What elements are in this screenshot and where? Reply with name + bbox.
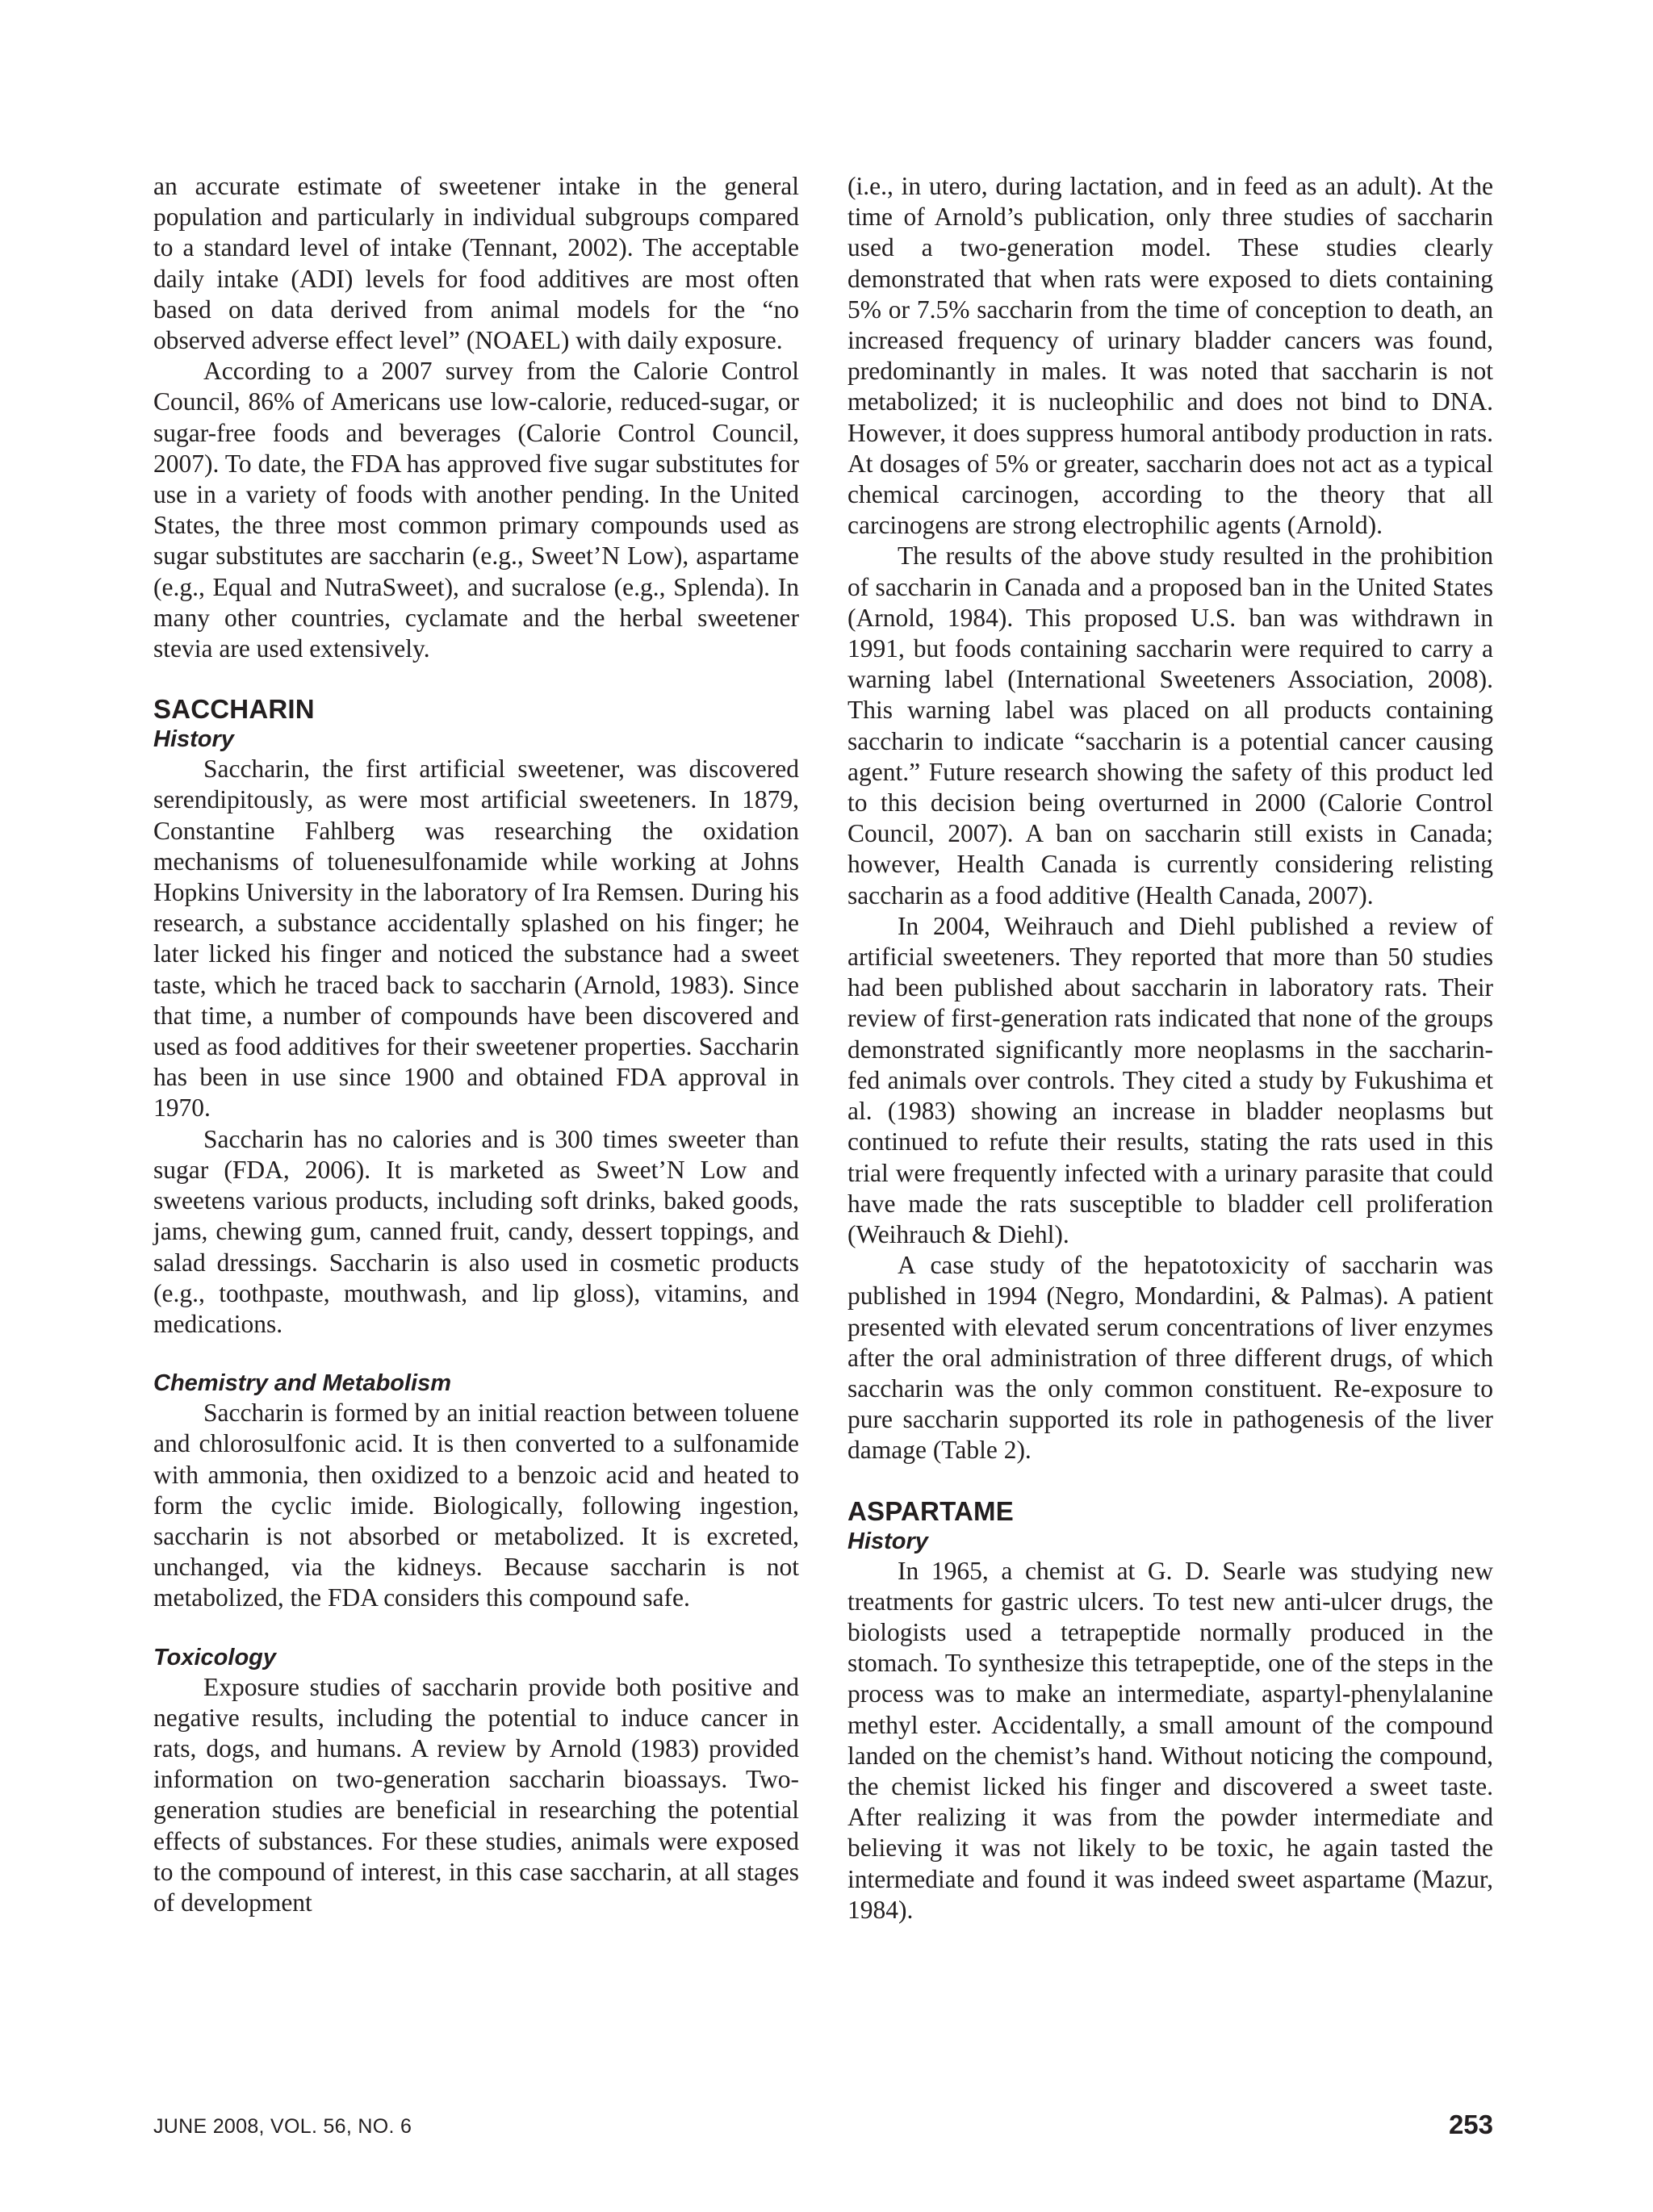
paragraph: Saccharin is formed by an initial reaction between toluene and chlorosulfonic acid. It is then converted to a sulfonamide with ammonia, then oxidized to a benzoic acid and heated to form the cyclic imide. Biologically, following ingestion, saccharin is not absorbed or metabolized. It is excreted, unchanged, via the kidneys. Because saccharin is not metabolized, the FDA considers this compound safe. [153, 1399, 799, 1612]
paragraph: In 2004, Weihrauch and Diehl published a review of artificial sweeteners. They reported that more than 50 studies had been published about saccharin in laboratory rats. Their review of first-generation rats indicated that none of the groups demonstrated significantly more neoplasms in the saccharin-fed animals over controls. They cited a study by Fukushima et al. (1983) showing an increase in bladder neoplasms but continued to refute their results, stating the rats used in this trial were frequently infected with a urinary parasite that could have made the rats susceptible to bladder cell proliferation (Weihrauch & Diehl). [847, 911, 1493, 1248]
page-number: 253 [1448, 2110, 1493, 2139]
subheading-toxicology: Toxicology [153, 1644, 276, 1670]
subheading-history: History [847, 1528, 928, 1554]
subheading-chemistry: Chemistry and Metabolism [153, 1370, 452, 1397]
paragraph: Saccharin, the first artificial sweetener, was discovered serendipitously, as were most artificial sweeteners. In 1879, Constantine Fahlberg was researching the oxidation mechanisms of toluenesulfonamide while working at Johns Hopkins University in the laboratory of Ira Remsen. During his research, a substance accidentally splashed on his finger; he later licked his finger and noticed the substance had a sweet taste, which he traced back to saccharin (Arnold, 1983). Since that time, a number of compounds have been discovered and used as food additives for their sweetener properties. Saccharin has been in use since 1900 and obtained FDA approval in 1970. [153, 755, 799, 1123]
subheading-history: History [153, 726, 234, 753]
paragraph: According to a 2007 survey from the Calorie Control Council, 86% of Americans use low-calorie, reduced-sugar, or sugar-free foods and beverages (Calorie Control Council, 2007). To date, the FDA has approved five sugar substitutes for use in a variety of foods with another pending. In the United States, the three most common primary compounds used as sugar substitutes are saccharin (e.g., Sweet’N Low), aspartame (e.g., Equal and NutraSweet), and sucralose (e.g., Splenda). In many other countries, cyclamate and the herbal sweetener stevia are used extensively. [153, 357, 799, 663]
journal-issue: JUNE 2008, VOL. 56, NO. 6 [153, 2115, 412, 2138]
paragraph: Exposure studies of saccharin provide both positive and negative results, including the potential to induce cancer in rats, dogs, and humans. A review by Arnold (1983) provided information on two-generation saccharin bioassays. Two-generation studies are beneficial in researching the potential effects of substances. For these studies, animals were exposed to the compound of interest, in this case saccharin, at all stages of development [153, 1672, 799, 1917]
paragraph: an accurate estimate of sweetener intake in the general population and particularly in individual subgroups compared to a standard level of intake (Tennant, 2002). The acceptable daily intake (ADI) levels for food additives are most often based on data derived from animal models for the “no observed adverse effect level” (NOAEL) with daily exposure. [153, 172, 799, 355]
left-column [153, 171, 799, 1918]
paragraph: In 1965, a chemist at G. D. Searle was studying new treatments for gastric ulcers. To test new anti-ulcer drugs, the biologists used a tetrapeptide normally produced in the stomach. To synthesize this tetrapeptide, one of the steps in the process was to make an intermediate, aspartyl-phenylalanine methyl ester. Accidentally, a small amount of the compound landed on the chemist’s hand. Without noticing the compound, the chemist licked his finger and discovered a sweet taste. After realizing it was from the powder intermediate and believing it was not likely to be toxic, he again tasted the intermediate and found it was indeed sweet aspartame (Mazur, 1984). [847, 1556, 1493, 1924]
paragraph: A case study of the hepatotoxicity of saccharin was published in 1994 (Negro, Mondardini, & Palmas). A patient presented with elevated serum concentrations of liver enzymes after the oral administration of three different drugs, of which saccharin was the only common constituent. Re-exposure to pure saccharin supported its role in pathogenesis of the liver damage (Table 2). [847, 1251, 1493, 1465]
paragraph: Saccharin has no calories and is 300 times sweeter than sugar (FDA, 2006). It is marketed as Sweet’N Low and sweetens various products, including soft drinks, baked goods, jams, chewing gum, canned fruit, candy, dessert toppings, and salad dressings. Saccharin is also used in cosmetic products (e.g., toothpaste, mouthwash, and lip gloss), vitamins, and medications. [153, 1124, 799, 1338]
section-heading-aspartame: ASPARTAME [847, 1495, 1014, 1526]
section-heading-saccharin: SACCHARIN [153, 694, 315, 725]
paragraph: (i.e., in utero, during lactation, and in feed as an adult). At the time of Arnold’s publication, only three studies of saccharin used a two-generation model. These studies clearly demonstrated that when rats were exposed to diets containing 5% or 7.5% saccharin from the time of conception to death, an increased frequency of urinary bladder cancers was found, predominantly in males. It was noted that saccharin is not metabolized; it is nucleophilic and does not bind to DNA. However, it does suppress humoral antibody production in rats. At dosages of 5% or greater, saccharin does not act as a typical chemical carcinogen, according to the theory that all carcinogens are strong electrophilic agents (Arnold). [847, 172, 1493, 540]
right-column [847, 171, 1493, 1926]
paragraph: The results of the above study resulted in the prohibition of saccharin in Canada and a proposed ban in the United States (Arnold, 1984). This proposed U.S. ban was withdrawn in 1991, but foods containing saccharin were required to carry a warning label (International Sweeteners Association, 2008). This warning label was placed on all products containing saccharin to indicate “saccharin is a potential cancer causing agent.” Future research showing the safety of this product led to this decision being overturned in 2000 (Calorie Control Council, 2007). A ban on saccharin still exists in Canada; however, Health Canada is currently considering relisting saccharin as a food additive (Health Canada, 2007). [847, 542, 1493, 909]
